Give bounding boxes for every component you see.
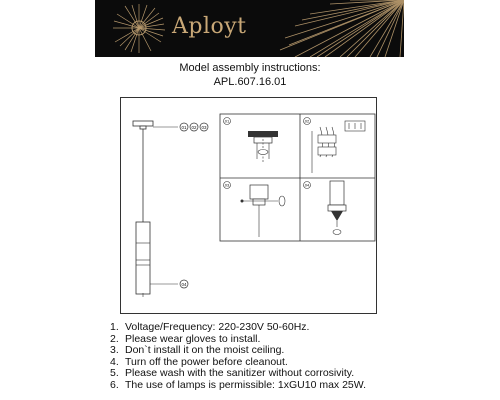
svg-text:04: 04 xyxy=(181,282,187,287)
svg-text:04: 04 xyxy=(304,182,310,188)
assembly-heading: Model assembly instructions: xyxy=(179,62,321,74)
callout-02 xyxy=(190,123,198,131)
instruction-item: 4. Turn off the power before cleanout. xyxy=(110,355,288,368)
detail-panel-03 xyxy=(224,182,286,238)
callout-03 xyxy=(200,123,208,131)
instruction-item: 3. Don`t install it on the moist ceiling. xyxy=(110,344,285,356)
model-number: APL.607.16.01 xyxy=(213,76,287,88)
instruction-item: 5. Please wash with the sanitizer without corrosivity. xyxy=(110,367,355,379)
svg-text:01: 01 xyxy=(181,125,187,130)
svg-text:02: 02 xyxy=(191,125,197,130)
sunburst-decoration xyxy=(95,0,404,57)
svg-text:01: 01 xyxy=(224,118,230,124)
svg-text:02: 02 xyxy=(304,118,310,124)
pendant-lamp-illustration xyxy=(133,121,153,297)
instruction-item: 6. The use of lamps is permissible: 1xGU10 max 25W. xyxy=(110,378,367,391)
svg-text:03: 03 xyxy=(201,125,207,130)
right-sunburst-icon xyxy=(280,0,404,57)
brand-name: Aployt xyxy=(172,14,247,39)
gu10-lamp-icon xyxy=(331,211,343,221)
instructions-list xyxy=(110,322,366,391)
detail-panel-01 xyxy=(224,118,279,164)
detail-panel-04 xyxy=(304,181,347,235)
instruction-item: 1. Voltage/Frequency: 220-230V 50-60Hz. xyxy=(110,321,310,333)
callout-04 xyxy=(180,280,188,288)
lamp-body xyxy=(136,222,150,294)
callout-01 xyxy=(180,123,188,131)
brand-banner xyxy=(95,0,404,57)
assembly-diagram xyxy=(120,97,378,315)
svg-text:03: 03 xyxy=(224,182,230,188)
instruction-item: 2. Please wear gloves to install. xyxy=(110,332,261,345)
ceiling-canopy xyxy=(133,121,153,126)
detail-panel-02 xyxy=(304,118,366,174)
detail-grid xyxy=(220,114,375,241)
left-sunburst-icon xyxy=(113,4,165,53)
